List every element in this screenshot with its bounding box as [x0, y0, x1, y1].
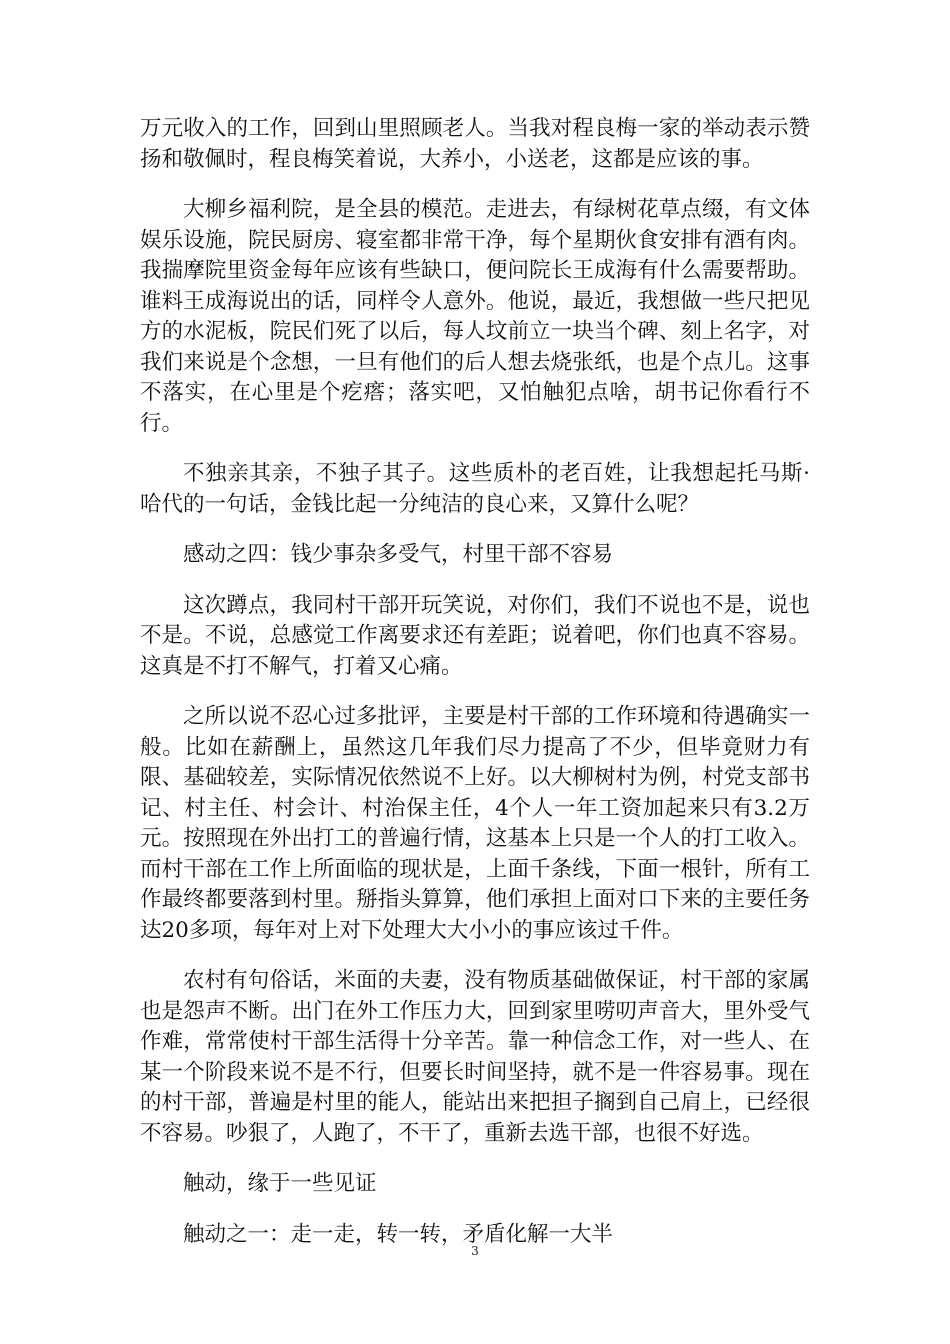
document-body	[140, 114, 810, 1270]
section-heading-touched: 触动，缘于一些见证	[183, 1171, 377, 1196]
paragraph-salary: 之所以说不忍心过多批评，主要是村干部的工作环境和待遇确实一般。比如在薪酬上，虽然这几年我们尽力提高了不少，但毕竟财力有限、基础较差，实际情况依然说不上好。以大柳树村为例，村党支部书记、村主任、村会计、村治保主任，4个人一年工资加起来只有3.2万元。按照现在外出打工的普遍行情，这基本上只是一个人的打工收入。而村干部在工作上所面临的现状是，上面千条线，下面一根针，所有工作最终都要落到村里。掰指头算算，他们承担上面对口下来的主要任务达20多项，每年对上对下处理大大小小的事应该过千件。	[140, 704, 810, 943]
section-heading-moved-four: 感动之四：钱少事杂多受气，村里干部不容易	[183, 542, 614, 567]
paragraph-hardy-quote: 不独亲其亲，不独子其子。这些质朴的老百姓，让我想起托马斯·哈代的一句话，金钱比起一分纯洁的良心来，又算什么呢？	[140, 461, 810, 517]
paragraph-welfare-home: 大柳乡福利院，是全县的模范。走进去，有绿树花草点缀，有文体娱乐设施，院民厨房、寝室都非常干净，每个星期伙食安排有酒有肉。我揣摩院里资金每年应该有些缺口，便问院长王成海有什么需要帮助。谁料王成海说出的话，同样令人意外。他说，最近，我想做一些尺把见方的水泥板，院民们死了以后，每人坟前立一块当个碑、刻上名字，对我们来说是个念想，一旦有他们的后人想去烧张纸，也是个点儿。这事不落实，在心里是个疙瘩；落实吧，又怕触犯点啥，胡书记你看行不行。	[140, 197, 810, 436]
page-number: 3	[471, 1244, 479, 1258]
paragraph-village-cadres-joke: 这次蹲点，我同村干部开玩笑说，对你们，我们不说也不是，说也不是。不说，总感觉工作离要求还有差距；说着吧，你们也真不容易。这真是不打不解气，打着又心痛。	[140, 592, 810, 679]
paragraph-proverb: 农村有句俗话，米面的夫妻，没有物质基础做保证，村干部的家属也是怨声不断。出门在外工作压力大，回到家里唠叨声音大，里外受气作难，常常使村干部生活得十分辛苦。靠一种信念工作，对一些人、在某一个阶段来说不是不行，但要长时间坚持，就不是一件容易事。现在的村干部，普遍是村里的能人，能站出来把担子搁到自己肩上，已经很不容易。吵狠了，人跑了，不干了，重新去选干部，也很不好选。	[140, 968, 810, 1146]
section-heading-touched-one: 触动之一：走一走，转一转，矛盾化解一大半	[183, 1221, 614, 1247]
paragraph-continuation: 万元收入的工作，回到山里照顾老人。当我对程良梅一家的举动表示赞扬和敬佩时，程良梅笑着说，大养小，小送老，这都是应该的事。	[140, 116, 810, 172]
